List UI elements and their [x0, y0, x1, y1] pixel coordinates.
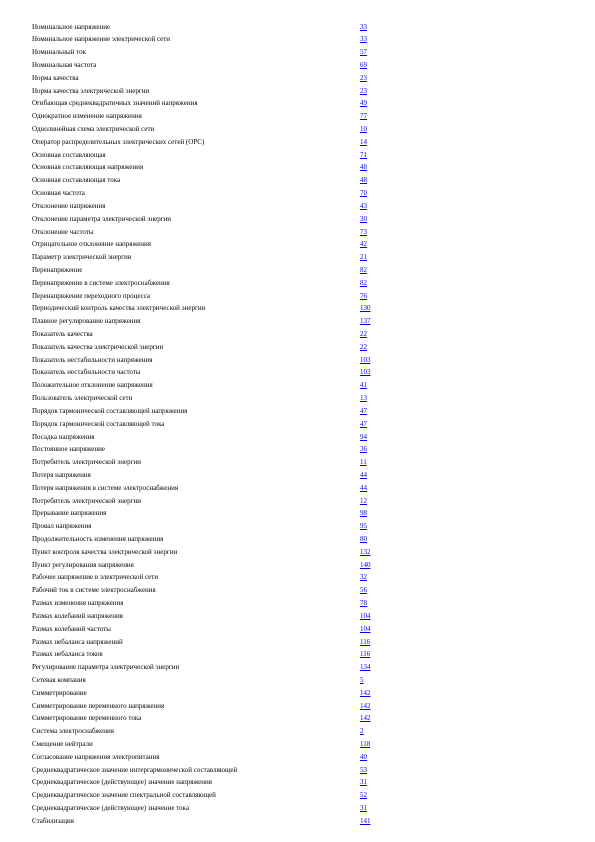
index-entry — [32, 21, 382, 34]
index-entry — [32, 315, 382, 328]
index-term: Однолинейная схема электрической сети — [32, 125, 155, 133]
page-number-link[interactable]: 80 — [360, 535, 367, 543]
index-term: Потребитель электрической энергии — [32, 496, 141, 505]
index-entry — [32, 238, 382, 251]
index-term: Отклонение частоты — [32, 227, 94, 236]
index-term: Основная составляющая — [32, 150, 106, 159]
index-entry — [32, 507, 382, 520]
page-number-link[interactable]: 48 — [360, 163, 367, 172]
index-term: Норма качества электрической энергии — [32, 86, 150, 95]
page-number-link[interactable]: 95 — [360, 522, 367, 531]
page-number-link[interactable]: 43 — [360, 201, 367, 210]
page-number-link[interactable]: 11 — [360, 458, 367, 467]
index-term: Размах колебаний частоты — [32, 624, 111, 633]
index-term: Однократное изменение напряжения — [32, 112, 142, 121]
index-term: Основная составляющая напряжения — [32, 163, 144, 172]
page-number-link[interactable]: 13 — [360, 394, 367, 403]
page-number-link[interactable]: 31 — [360, 804, 367, 813]
index-term: Основная частота — [32, 189, 85, 198]
index-entry — [32, 456, 382, 469]
index-entry — [32, 161, 382, 174]
index-term: Среднеквадратическое (действующее) значение напряжения — [32, 778, 213, 787]
index-entry — [32, 546, 382, 559]
index-term: Параметр электрической энергии — [32, 253, 132, 262]
page-number-link[interactable]: 141 — [360, 816, 371, 825]
index-term: Размах небаланса токов — [32, 650, 103, 659]
page-number-link[interactable]: 98 — [360, 509, 367, 518]
page-number-link[interactable]: 40 — [360, 752, 367, 761]
index-term: Перенапряжение переходного процесса — [32, 291, 151, 300]
index-term: Положительное отклонение напряжения — [32, 381, 153, 390]
index-term: Потребитель электрической энергии — [32, 458, 141, 467]
index-entry — [32, 328, 382, 341]
page-number-link[interactable]: 140 — [360, 560, 371, 569]
index-entry — [32, 302, 382, 315]
page-number-link[interactable]: 23 — [360, 73, 367, 82]
index-term: Огибающая среднеквадратичных значений напряжения — [32, 99, 198, 108]
index-term: Отрицательное отклонение напряжения — [32, 240, 152, 249]
index-term: Сетевая компания — [32, 675, 86, 684]
page-number-link[interactable]: 71 — [360, 150, 367, 159]
index-term: Основная составляющая тока — [32, 176, 121, 185]
index-term: Среднеквадратическое значение интергармонической составляющей — [32, 765, 238, 774]
page-number-link[interactable]: 56 — [360, 586, 367, 595]
index-term: Симметрирование переменного тока — [32, 714, 142, 723]
page-number-link[interactable]: 53 — [360, 765, 367, 774]
page-number-link[interactable]: 57 — [360, 48, 367, 57]
index-entry — [32, 802, 382, 815]
index-entry — [32, 674, 382, 687]
index-term: Постоянное напряжение — [32, 445, 106, 454]
page-number-link[interactable]: 22 — [360, 342, 367, 351]
index-entry — [32, 636, 382, 649]
page-number-link[interactable]: 142 — [360, 714, 371, 723]
index-entry — [32, 661, 382, 674]
index-entry — [32, 200, 382, 213]
index-term: Симметрирование — [32, 688, 87, 697]
index-entry — [32, 290, 382, 303]
index-entry — [32, 379, 382, 392]
index-entry — [32, 751, 382, 764]
index-term: Размах изменения напряжения — [32, 599, 124, 608]
index-entry — [32, 815, 382, 828]
index-entry — [32, 341, 382, 354]
page-number-link[interactable]: 23 — [360, 86, 367, 95]
index-term: Стабилизация — [32, 816, 74, 825]
page-number-link[interactable]: 12 — [360, 496, 367, 505]
index-entry — [32, 226, 382, 239]
page-number-link[interactable]: 47 — [360, 419, 367, 428]
page-number-link[interactable]: 78 — [360, 599, 367, 608]
page-number-link[interactable]: 44 — [360, 470, 367, 479]
page-number-link[interactable]: 21 — [360, 253, 367, 262]
index-entry — [32, 277, 382, 290]
page-number-link[interactable]: 104 — [360, 611, 371, 620]
index-term: Пользователь электрической сети — [32, 394, 133, 403]
page-number-link[interactable]: 42 — [360, 240, 367, 249]
index-term: Показатель качества — [32, 330, 93, 338]
index-term: Продолжительность изменения напряжения — [32, 535, 164, 543]
index-term: Прерывание напряжения — [32, 509, 107, 518]
page-number-link[interactable]: 14 — [360, 137, 367, 146]
index-term: Среднеквадратическое (действующее) значение тока — [32, 804, 190, 813]
index-entry — [32, 72, 382, 85]
index-entry — [32, 610, 382, 623]
index-entry — [32, 623, 382, 636]
index-term: Согласование напряжения электропитания — [32, 752, 160, 761]
page-number-link[interactable]: 52 — [360, 791, 367, 800]
page-number-link[interactable]: 47 — [360, 406, 367, 415]
index-term: Симметрирование переменного напряжения — [32, 701, 165, 710]
index-entry — [32, 110, 382, 123]
index-entry — [32, 431, 382, 444]
index-entry — [32, 533, 382, 546]
index-entry — [32, 571, 382, 584]
index-entry — [32, 354, 382, 367]
index-entry — [32, 149, 382, 162]
page-number-link[interactable]: 10 — [360, 125, 367, 133]
index-term: Потеря напряжения — [32, 470, 91, 479]
index-entry — [32, 59, 382, 72]
index-entry — [32, 648, 382, 661]
index-entry — [32, 123, 382, 136]
page-number-link[interactable]: 44 — [360, 483, 367, 492]
page-number-link[interactable]: 41 — [360, 381, 367, 390]
index-entry — [32, 392, 382, 405]
page-number-link[interactable]: 116 — [360, 650, 371, 659]
page-number-link[interactable]: 49 — [360, 99, 367, 108]
index-term: Регулирование параметра электрической энергии — [32, 663, 180, 672]
index-term: Номинальный ток — [32, 48, 87, 57]
index-entry — [32, 520, 382, 533]
page-number-link[interactable]: 76 — [360, 291, 367, 300]
page-number-link[interactable]: 142 — [360, 701, 371, 710]
page-number-link[interactable]: 142 — [360, 688, 371, 697]
index-term: Провал напряжения — [32, 522, 92, 531]
index-entry — [32, 418, 382, 431]
index-entry — [32, 597, 382, 610]
index-term: Плавное регулирование напряжения — [32, 317, 141, 326]
page-number-link[interactable]: 104 — [360, 624, 371, 633]
page-number-link[interactable]: 116 — [360, 637, 371, 646]
index-entry — [32, 687, 382, 700]
index-entry — [32, 495, 382, 508]
index-term: Периодический контроль качества электрической энергии — [32, 304, 206, 313]
index-entry — [32, 764, 382, 777]
page-number-link[interactable]: 73 — [360, 227, 367, 236]
index-entry — [32, 33, 382, 46]
index-term: Показатель нестабильности напряжения — [32, 355, 153, 364]
index-entry — [32, 46, 382, 59]
index-term: Размах колебаний напряжения — [32, 611, 123, 620]
page-number-link[interactable]: 36 — [360, 445, 367, 454]
index-entry — [32, 264, 382, 277]
index-term: Показатель нестабильности частоты — [32, 368, 141, 377]
index-entry — [32, 213, 382, 226]
page-number-link[interactable]: 5 — [360, 675, 364, 684]
index-term: Перенапряжение — [32, 265, 83, 274]
page-number-link[interactable]: 82 — [360, 265, 367, 274]
page-number-link[interactable]: 2 — [360, 727, 364, 736]
index-entry — [32, 251, 382, 264]
index-term: Отклонение напряжения — [32, 201, 106, 210]
page-number-link[interactable]: 103 — [360, 368, 371, 377]
index-term: Порядок гармонической составляющей напряжения — [32, 406, 188, 415]
index-entry — [32, 776, 382, 789]
page-number-link[interactable]: 132 — [360, 547, 371, 556]
index-entry — [32, 366, 382, 379]
page-number-link[interactable]: 48 — [360, 176, 367, 185]
index-entry — [32, 97, 382, 110]
index-entry — [32, 85, 382, 98]
index-entry — [32, 789, 382, 802]
index-entry — [32, 405, 382, 418]
index-entry — [32, 136, 382, 149]
index-term: Рабочее напряжение в электрической сети — [32, 573, 159, 582]
index-term: Среднеквадратическое значение спектральной составляющей — [32, 791, 216, 800]
page-number-link[interactable]: 82 — [360, 278, 367, 287]
index-entry — [32, 187, 382, 200]
page-number-link[interactable]: 130 — [360, 304, 371, 313]
index-entry — [32, 712, 382, 725]
page-number-link[interactable]: 94 — [360, 432, 367, 441]
page-number-link[interactable]: 137 — [360, 317, 371, 326]
index-term: Пункт регулирования напряжения — [32, 560, 134, 569]
index-entry — [32, 482, 382, 495]
index-term: Показатель качества электрической энергии — [32, 342, 164, 351]
index-term: Норма качества — [32, 73, 79, 82]
index-term: Смещение нейтрали — [32, 740, 93, 748]
index-term: Номинальная частота — [32, 60, 97, 69]
index-term: Порядок гармонической составляющей тока — [32, 419, 165, 428]
page-number-link[interactable]: 33 — [360, 22, 367, 31]
page-number-link[interactable]: 69 — [360, 60, 367, 69]
index-term: Система электроснабжения — [32, 727, 114, 736]
index-entry — [32, 738, 382, 751]
page-number-link[interactable]: 31 — [360, 778, 367, 787]
index-term: Оператор распределительных электрических сетей (ОРС) — [32, 137, 205, 146]
index-entry — [32, 700, 382, 713]
index-term: Потеря напряжения в системе электроснабжения — [32, 483, 179, 492]
index-term: Посадка напряжения — [32, 432, 95, 441]
alphabetical-index — [32, 21, 382, 828]
page-number-link[interactable]: 118 — [360, 740, 371, 748]
index-entry — [32, 584, 382, 597]
index-entry — [32, 725, 382, 738]
page-number-link[interactable]: 33 — [360, 35, 367, 44]
index-term: Размах небаланса напряжений — [32, 637, 123, 646]
index-entry — [32, 559, 382, 572]
page-number-link[interactable]: 30 — [360, 214, 367, 223]
index-term: Номинальное напряжение — [32, 22, 111, 31]
page-number-link[interactable]: 22 — [360, 330, 367, 338]
index-entry — [32, 469, 382, 482]
index-entry — [32, 443, 382, 456]
page-number-link[interactable]: 32 — [360, 573, 367, 582]
index-term: Отклонение параметра электрической энергии — [32, 214, 172, 223]
index-term: Пункт контроля качества электрической энергии — [32, 547, 178, 556]
index-entry — [32, 174, 382, 187]
page-number-link[interactable]: 77 — [360, 112, 367, 121]
index-term: Номинальное напряжение электрической сети — [32, 35, 171, 44]
page-number-link[interactable]: 134 — [360, 663, 371, 672]
index-term: Перенапряжение в системе электроснабжения — [32, 278, 170, 287]
index-term: Рабочий ток в системе электроснабжения — [32, 586, 156, 595]
page-number-link[interactable]: 70 — [360, 189, 367, 198]
page-number-link[interactable]: 103 — [360, 355, 371, 364]
